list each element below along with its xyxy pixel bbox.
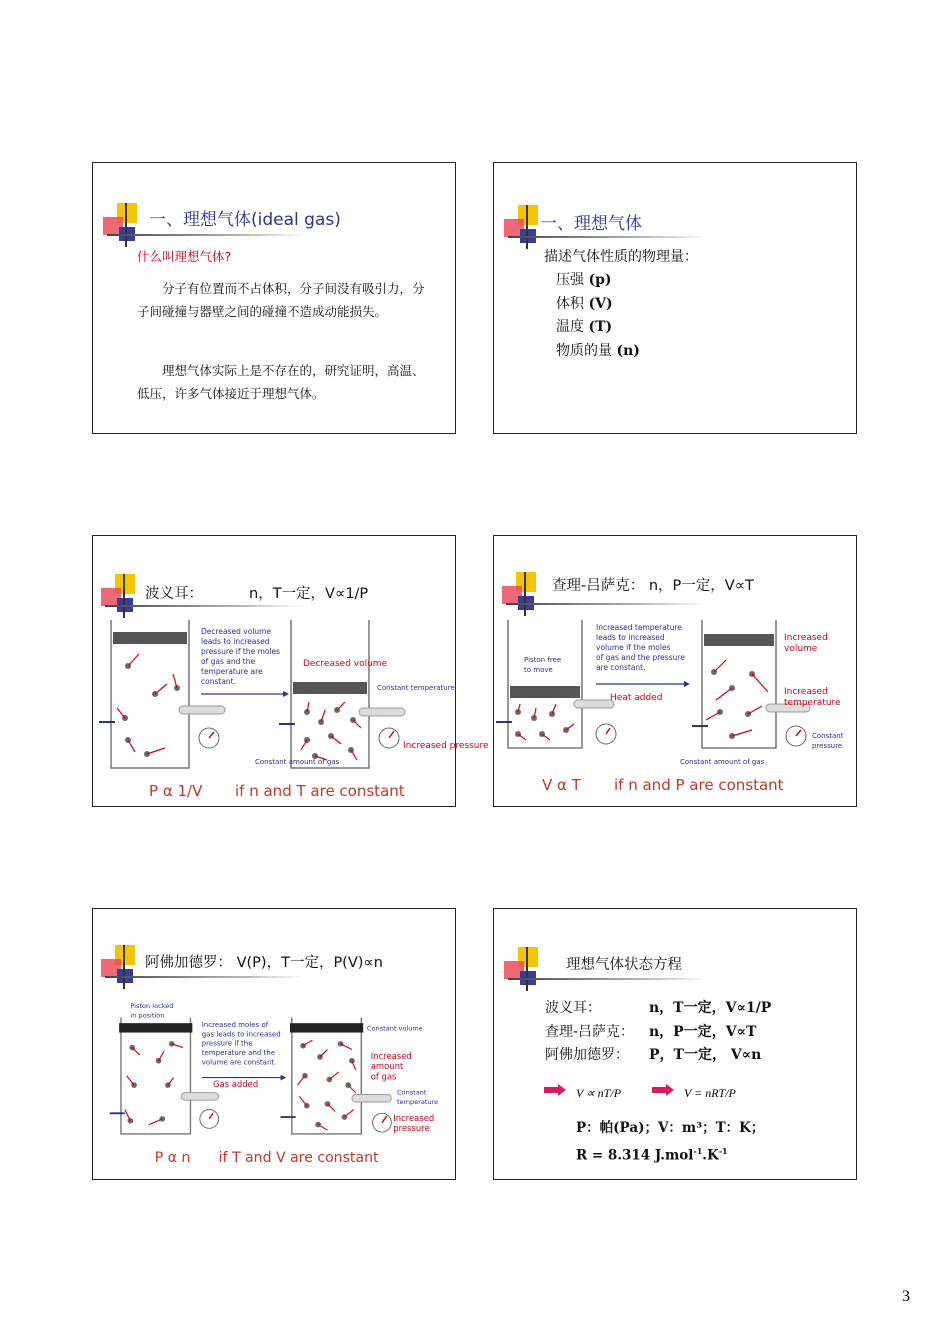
label-constant-volume: Constant volume	[366, 1024, 423, 1033]
law-row: 波义耳： n，T一定，V∝1/P	[545, 1000, 772, 1016]
slide-ideal-gas-equation	[493, 908, 857, 1180]
gas-molecules	[128, 1041, 175, 1124]
law-statement: P α n	[154, 1150, 191, 1167]
piston-after	[293, 682, 367, 694]
pressure-gauge-icon	[373, 1113, 392, 1132]
gas-molecules	[304, 707, 356, 759]
velocity-arrows	[518, 704, 574, 740]
piston-before	[113, 632, 187, 644]
velocity-arrows	[125, 1044, 183, 1125]
question-heading: 什么叫理想气体?	[137, 249, 232, 264]
slide-boyle-law	[92, 535, 489, 807]
label-constant-pressure: Constant pressure	[812, 732, 844, 750]
law-row: 查理-吕萨克： n，P一定，V∝T	[545, 1023, 757, 1040]
title-logo-icon	[504, 947, 548, 991]
slide-ideal-gas-definition	[92, 162, 456, 434]
label-constant-temperature: Constant temperature	[396, 1088, 439, 1106]
thermometer-icon	[181, 1093, 219, 1101]
velocity-arrows	[706, 660, 768, 736]
pressure-gauge-icon	[200, 1110, 219, 1129]
page-number: 3	[902, 1288, 910, 1305]
label-increased-pressure: Increased pressure	[393, 1112, 435, 1134]
label-constant-temperature: Constant temperature	[377, 684, 455, 692]
label-piston-locked: Piston locked in position	[130, 1002, 174, 1020]
slide-title: 一、理想气体	[540, 214, 642, 234]
label-increased-volume: Increased volume	[784, 633, 828, 654]
slide-avogadro-law	[92, 908, 456, 1180]
charles-diagram	[496, 604, 854, 800]
slide-gas-properties	[493, 162, 857, 434]
law-condition: if n and P are constant	[614, 776, 784, 794]
law-condition: if n and T are constant	[235, 782, 405, 800]
law-statement: V α T	[542, 776, 581, 794]
law-summary	[545, 997, 771, 1068]
description-text: Decreased volume leads to increased pressure if the moles of gas and the temperature are constant.	[201, 627, 281, 686]
label-gas-added: Gas added	[212, 1079, 259, 1089]
label-constant-amount: Constant amount of gas	[680, 758, 765, 766]
property-list	[544, 245, 698, 363]
piston-before	[510, 686, 580, 698]
cylinder-before	[508, 620, 582, 748]
label-increased-temperature: Increased temperature	[784, 687, 841, 708]
list-item: 体积 (V)	[556, 295, 613, 312]
gas-constant: R = 8.314 $J.mol^{-1}.K^{-1}$	[576, 1146, 728, 1164]
slide-title: 理想气体状态方程	[566, 957, 682, 973]
gas-molecules	[300, 1041, 354, 1127]
units-line: P：帕(Pa)；V：m³；T：K；	[576, 1120, 765, 1136]
note-paragraph: 理想气体实际上是不存在的，研究证明，高温、低压，许多气体接近于理想气体。	[137, 363, 425, 401]
boyle-diagram	[95, 610, 489, 806]
velocity-arrows	[301, 702, 361, 760]
thermometer-icon	[574, 700, 614, 708]
slide-charles-law	[493, 535, 857, 807]
title-logo-icon	[101, 945, 145, 989]
piston-after	[704, 634, 774, 646]
thermometer-icon	[179, 706, 225, 714]
title-logo-icon	[103, 203, 147, 247]
label-increased-amount: Increased amount of gas	[370, 1050, 412, 1082]
law-statement: P α 1/V	[149, 782, 203, 800]
label-heat-added: Heat added	[610, 693, 663, 703]
thermometer-icon	[359, 708, 405, 716]
piston-before	[119, 1023, 192, 1032]
cylinder-before	[121, 1018, 190, 1134]
definition-paragraph: 分子有位置而不占体积，分子间没有吸引力，分子间碰撞与器壁之间的碰撞不造成动能损失。	[137, 281, 425, 319]
thermometer-icon	[352, 1095, 391, 1103]
formula-proportional: V ∝ nT/P	[576, 1086, 622, 1100]
description-text: Increased moles of gas leads to increased pressure if the temperature and the volume are constant.	[201, 1019, 281, 1067]
label-decreased-volume: Decreased volume	[303, 659, 388, 669]
gas-molecules	[515, 709, 569, 737]
arrow-right-icon	[544, 1084, 566, 1096]
formula-equation: V = nRT/P	[684, 1086, 736, 1100]
label-constant-amount: Constant amount of gas	[255, 758, 340, 766]
list-item: 物质的量 (n)	[556, 342, 640, 359]
gas-molecules	[711, 669, 755, 739]
law-row: 阿佛加德罗： P，T一定， V∝n	[545, 1047, 762, 1063]
units-note	[576, 1117, 764, 1168]
slide-title: 波义耳： n，T一定，V∝1/P	[145, 586, 369, 602]
list-heading: 描述气体性质的物理量：	[544, 249, 698, 265]
description-text: Increased temperature leads to increased volume if the moles of gas and the pressure are constant.	[596, 623, 685, 672]
label-piston-free: Piston free to move	[524, 656, 562, 674]
list-item: 压强 (p)	[556, 272, 612, 288]
slide-title: 查理-吕萨克： n，P一定，V∝T	[552, 578, 754, 594]
state-equation	[542, 1081, 802, 1115]
avogadro-diagram	[95, 995, 453, 1179]
gas-molecules	[122, 663, 180, 757]
list-item: 温度 (T)	[556, 319, 613, 335]
arrow-right-icon	[652, 1084, 674, 1096]
label-increased-pressure: Increased pressure	[403, 741, 489, 751]
slide-title: 阿佛加德罗： V(P)，T一定，P(V)∝n	[145, 955, 383, 971]
slide-title: 一、理想气体(ideal gas)	[149, 210, 341, 230]
law-condition: if T and V are constant	[218, 1150, 379, 1167]
piston-after	[290, 1023, 363, 1032]
